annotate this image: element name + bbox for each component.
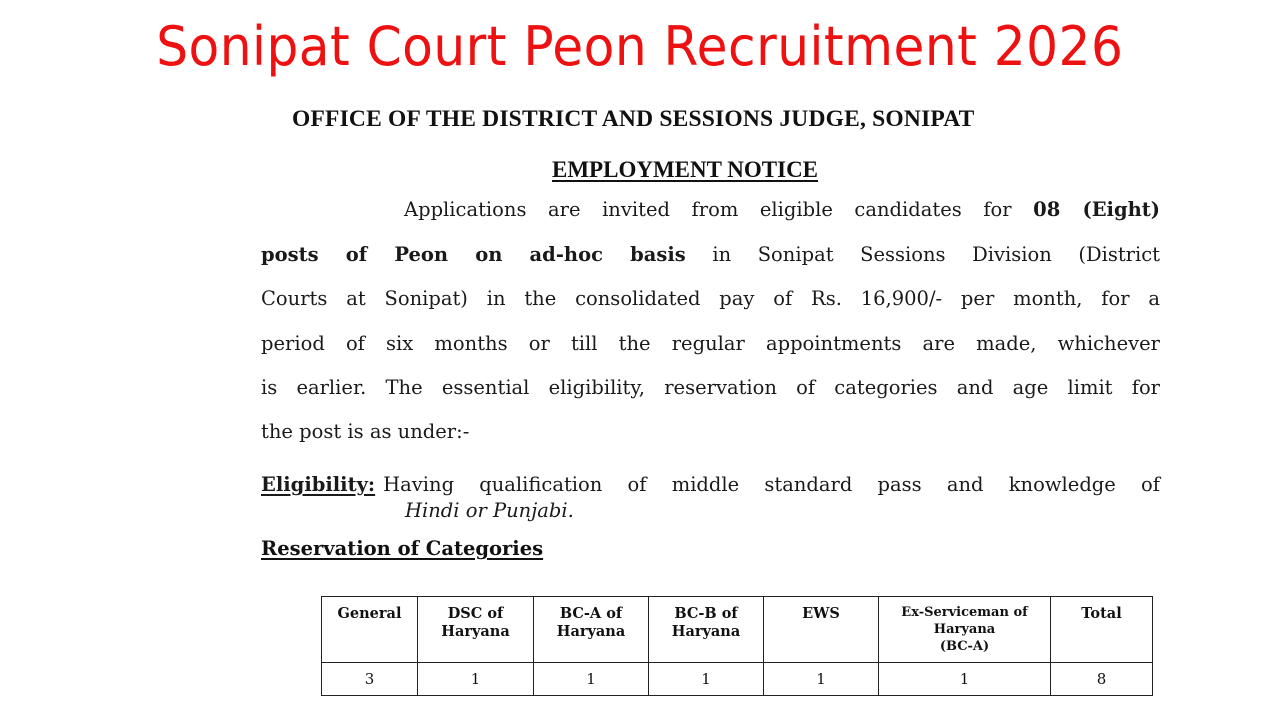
- header-general: [322, 597, 418, 663]
- cell-bc-a: 1: [534, 663, 649, 696]
- cell-ews: 1: [764, 663, 879, 696]
- header-bc-a: [534, 597, 649, 663]
- header-line: Haryana: [441, 623, 510, 640]
- paragraph-text: Applications are invited from eligible candidates for: [404, 198, 1034, 221]
- header-dsc: [418, 597, 534, 663]
- cell-general: 3: [322, 663, 418, 696]
- paragraph-line-2: [261, 241, 1160, 269]
- cell-total: 8: [1051, 663, 1153, 696]
- header-line: DSC of: [447, 605, 504, 622]
- cell-ex-serviceman: 1: [879, 663, 1051, 696]
- header-total: [1051, 597, 1153, 663]
- header-line: General: [337, 605, 402, 622]
- header-line: Haryana: [933, 622, 996, 637]
- header-bc-b: [649, 597, 764, 663]
- paragraph-text: in Sonipat Sessions Division (District: [685, 243, 1160, 266]
- header-line: Total: [1081, 605, 1122, 622]
- cell-dsc: 1: [418, 663, 534, 696]
- employment-notice-heading: EMPLOYMENT NOTICE: [552, 157, 819, 182]
- reservation-heading: Reservation of Categories: [261, 537, 544, 560]
- paragraph-line-4: period of six months or till the regular appointments are made, whichever: [261, 332, 1160, 355]
- paragraph-line-6: the post is as under:-: [261, 420, 470, 443]
- office-title: OFFICE OF THE DISTRICT AND SESSIONS JUDGE, SONIPAT: [292, 106, 975, 132]
- header-line: Haryana: [556, 623, 626, 640]
- paragraph-line-1: [404, 196, 1160, 224]
- header-line: BC-A of: [559, 605, 623, 622]
- header-line: EWS: [802, 605, 840, 622]
- eligibility-languages: Hindi or Punjabi.: [405, 499, 574, 522]
- header-ex-serviceman: [879, 597, 1051, 663]
- header-line: (BC-A): [939, 639, 990, 654]
- reservation-table: [321, 596, 1153, 696]
- header-line: BC-B of: [674, 605, 738, 622]
- header-ews: [764, 597, 879, 663]
- post-name: posts of Peon on ad-hoc basis: [261, 243, 686, 266]
- paragraph-line-3: Courts at Sonipat) in the consolidated pay of Rs. 16,900/- per month, for a: [261, 287, 1160, 310]
- banner-title: Sonipat Court Peon Recruitment 2026: [156, 15, 1124, 78]
- table-row: [322, 663, 1153, 696]
- eligibility-line-1: [261, 472, 1160, 498]
- paragraph-line-5: is earlier. The essential eligibility, reservation of categories and age limit for: [261, 376, 1160, 399]
- eligibility-text: Having qualification of middle standard pass and knowledge of: [383, 473, 1160, 496]
- eligibility-label: Eligibility:: [261, 473, 376, 496]
- cell-bc-b: 1: [649, 663, 764, 696]
- header-line: Haryana: [671, 623, 741, 640]
- posts-count: 08 (Eight): [1033, 198, 1161, 221]
- header-line: Ex-Serviceman of: [901, 605, 1028, 620]
- table-header-row: [322, 597, 1153, 663]
